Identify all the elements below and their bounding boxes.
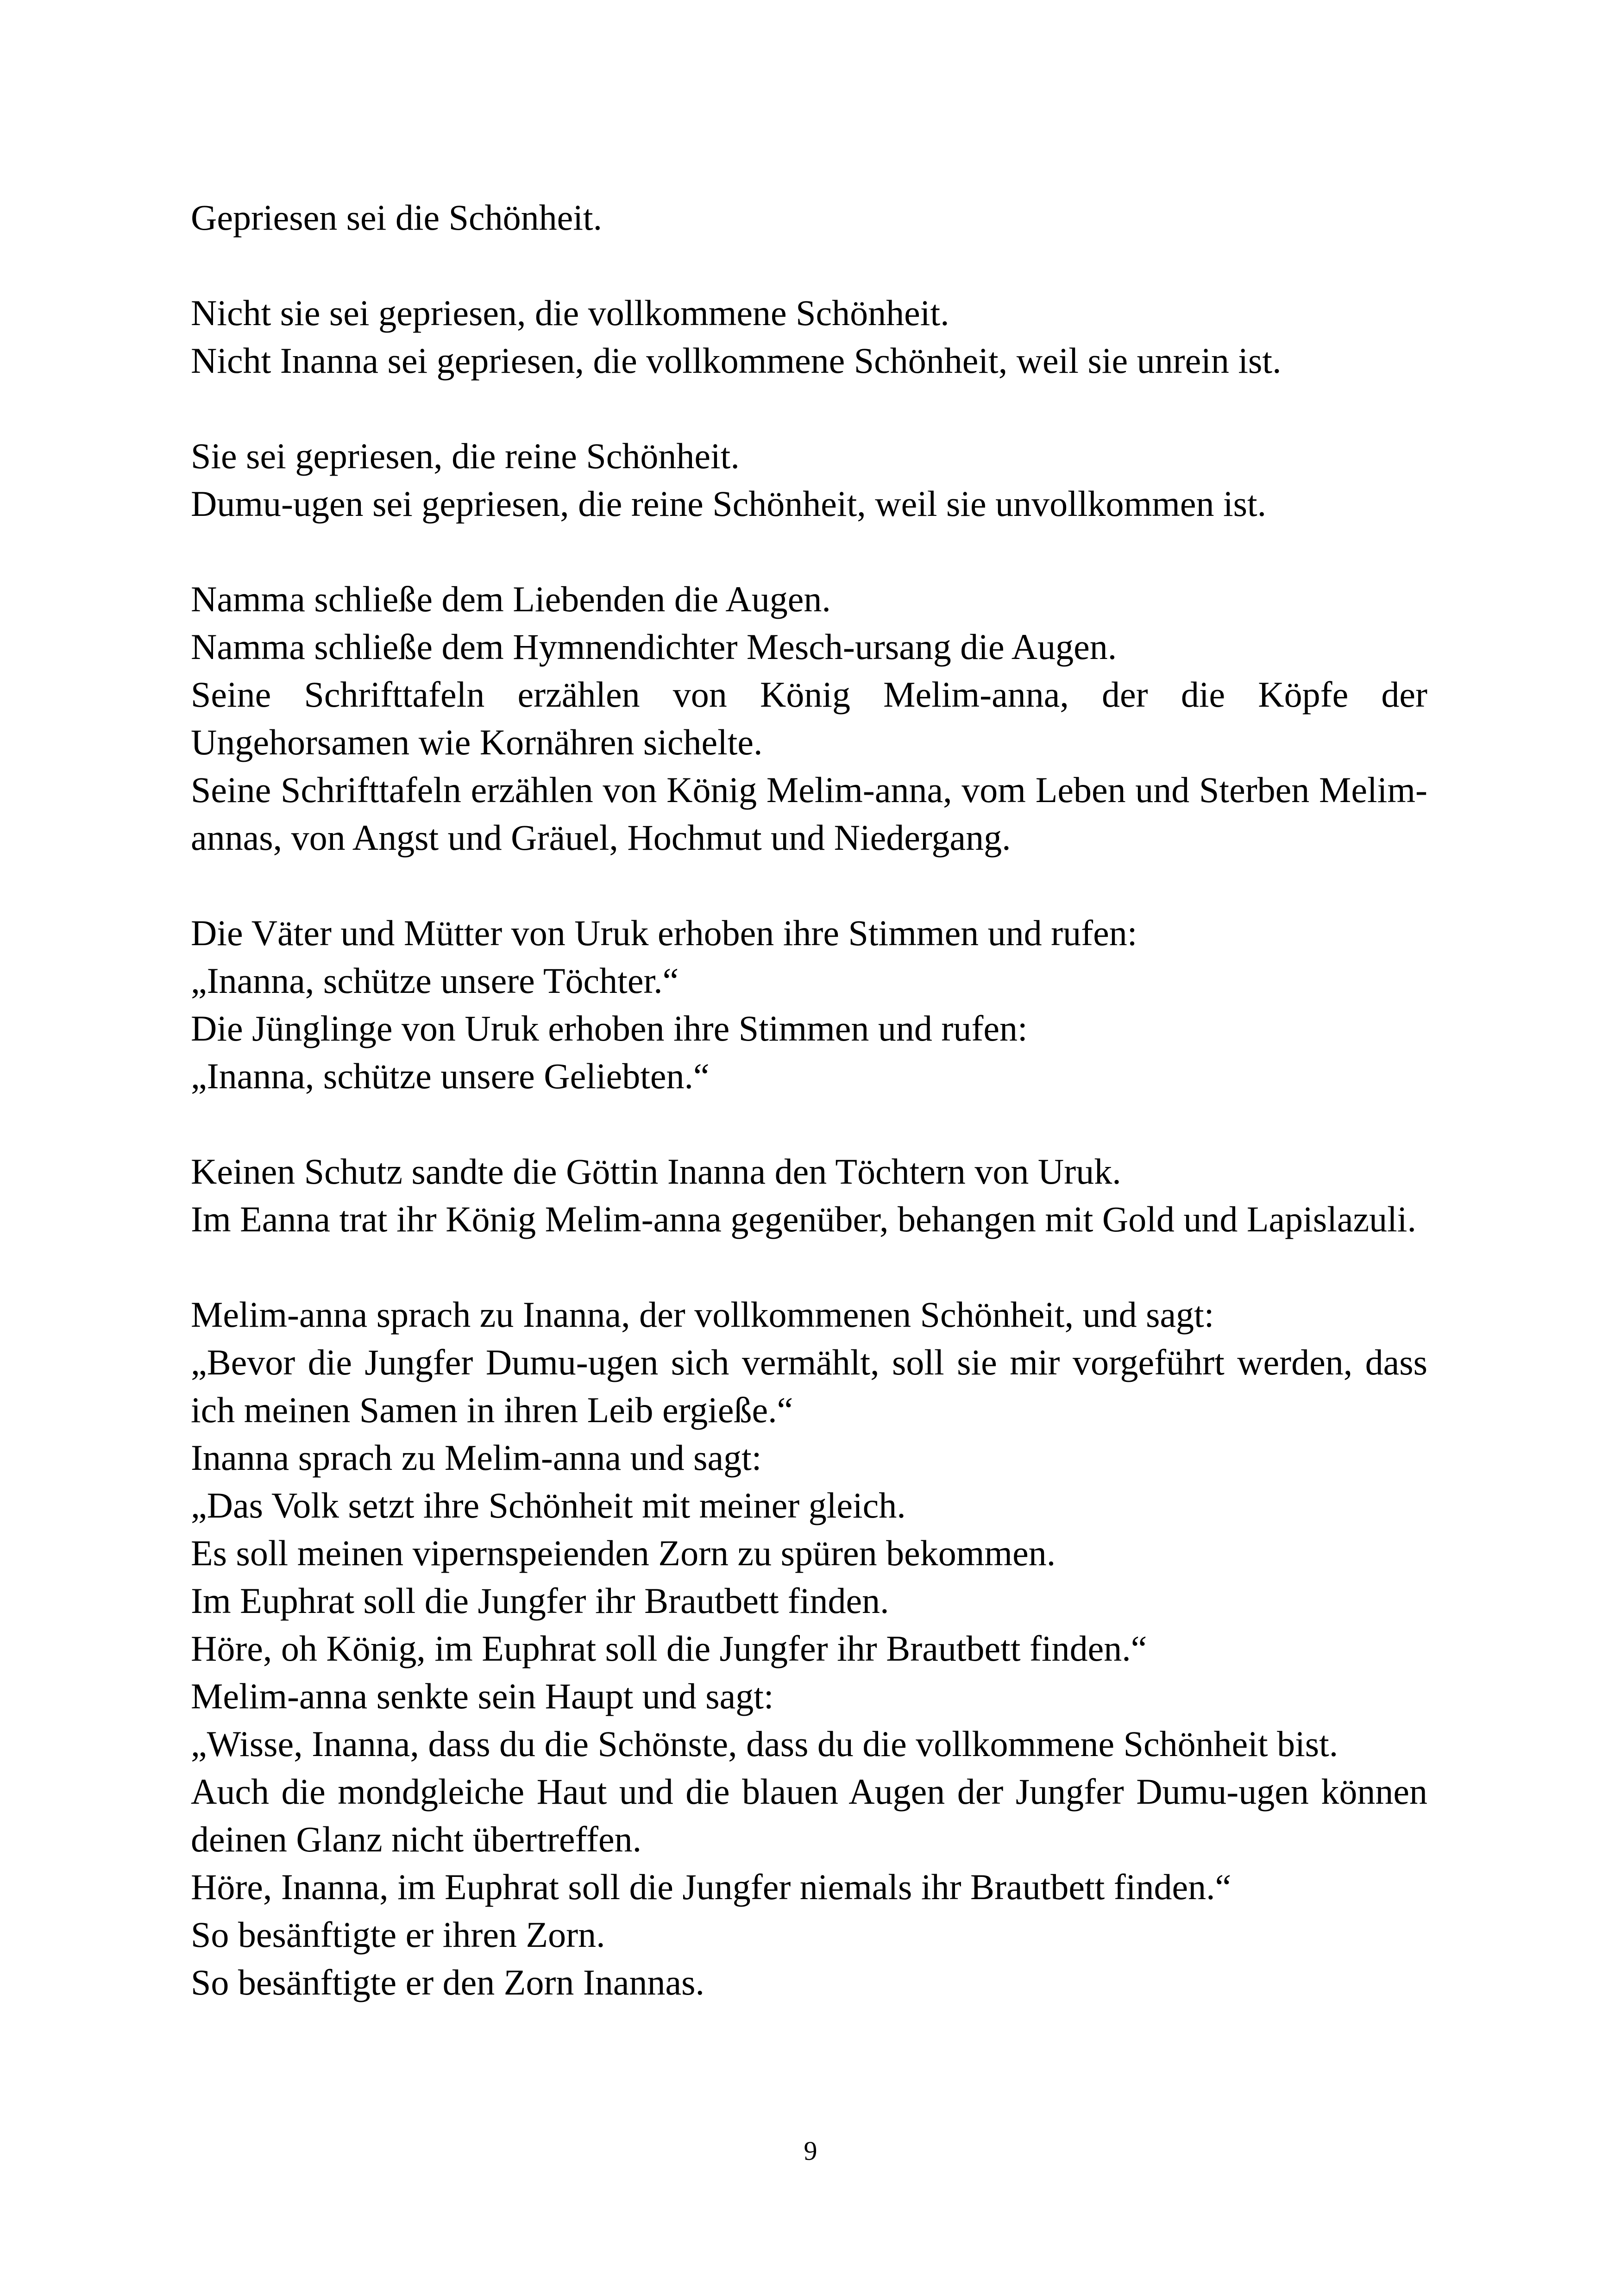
text-line: Namma schließe dem Liebenden die Augen. [191,579,831,619]
poem-text [191,194,1427,2006]
text-line: „Das Volk setzt ihre Schönheit mit meiner gleich. [191,1485,906,1525]
stanza-break [191,527,1427,575]
text-line: Namma schließe dem Hymnendichter Mesch-ursang die Augen. [191,627,1117,667]
text-line: Im Euphrat soll die Jungfer ihr Brautbett finden. [191,1581,889,1621]
text-line: Dumu-ugen sei gepriesen, die reine Schönheit, weil sie unvollkommen ist. [191,483,1267,524]
text-line: Sie sei gepriesen, die reine Schönheit. [191,436,740,476]
stanza-break [191,384,1427,432]
text-line: Höre, oh König, im Euphrat soll die Jungfer ihr Brautbett finden.“ [191,1628,1147,1669]
text-line: „Bevor die Jungfer Dumu-ugen sich vermählt, soll sie mir vorgeführt werden, dass ich meinen Samen in ihren Leib ergieße.“ [191,1342,1427,1430]
text-line: „Inanna, schütze unsere Geliebten.“ [191,1056,710,1096]
text-line: Nicht Inanna sei gepriesen, die vollkommene Schönheit, weil sie unrein ist. [191,340,1282,381]
text-line: Die Jünglinge von Uruk erhoben ihre Stimmen und rufen: [191,1008,1028,1048]
text-line: Auch die mondgleiche Haut und die blauen Augen der Jungfer Dumu-ugen können deinen Glanz nicht übertreffen. [191,1771,1427,1859]
text-line: Seine Schrifttafeln erzählen von König Melim-anna, der die Köpfe der Ungehorsamen wie Kornähren sichelte. [191,674,1427,762]
text-line: Keinen Schutz sandte die Göttin Inanna den Töchtern von Uruk. [191,1151,1121,1192]
text-line: Inanna sprach zu Melim-anna und sagt: [191,1437,762,1478]
text-line: Nicht sie sei gepriesen, die vollkommene Schönheit. [191,293,949,333]
text-line: So besänftigte er den Zorn Inannas. [191,1962,704,2002]
text-line: „Wisse, Inanna, dass du die Schönste, dass du die vollkommene Schönheit bist. [191,1724,1338,1764]
text-line: Im Eanna trat ihr König Melim-anna gegenüber, behangen mit Gold und Lapislazuli. [191,1199,1416,1239]
text-line: „Inanna, schütze unsere Töchter.“ [191,960,679,1001]
text-line: Höre, Inanna, im Euphrat soll die Jungfer niemals ihr Brautbett finden.“ [191,1867,1231,1907]
page-number: 9 [804,2136,817,2166]
text-line: Melim-anna senkte sein Haupt und sagt: [191,1676,774,1716]
text-line: Melim-anna sprach zu Inanna, der vollkommenen Schönheit, und sagt: [191,1294,1214,1335]
text-line: Es soll meinen vipernspeienden Zorn zu spüren bekommen. [191,1533,1056,1573]
text-line: So besänftigte er ihren Zorn. [191,1914,605,1955]
stanza-break [191,241,1427,289]
text-line: Seine Schrifttafeln erzählen von König Melim-anna, vom Leben und Sterben Melim-annas, von Angst und Gräuel, Hochmut und Niedergang. [191,770,1427,858]
stanza-break [191,1100,1427,1148]
stanza-break [191,861,1427,909]
stanza-break [191,1243,1427,1291]
text-line: Die Väter und Mütter von Uruk erhoben ihre Stimmen und rufen: [191,913,1137,953]
text-line: Gepriesen sei die Schönheit. [191,197,603,238]
